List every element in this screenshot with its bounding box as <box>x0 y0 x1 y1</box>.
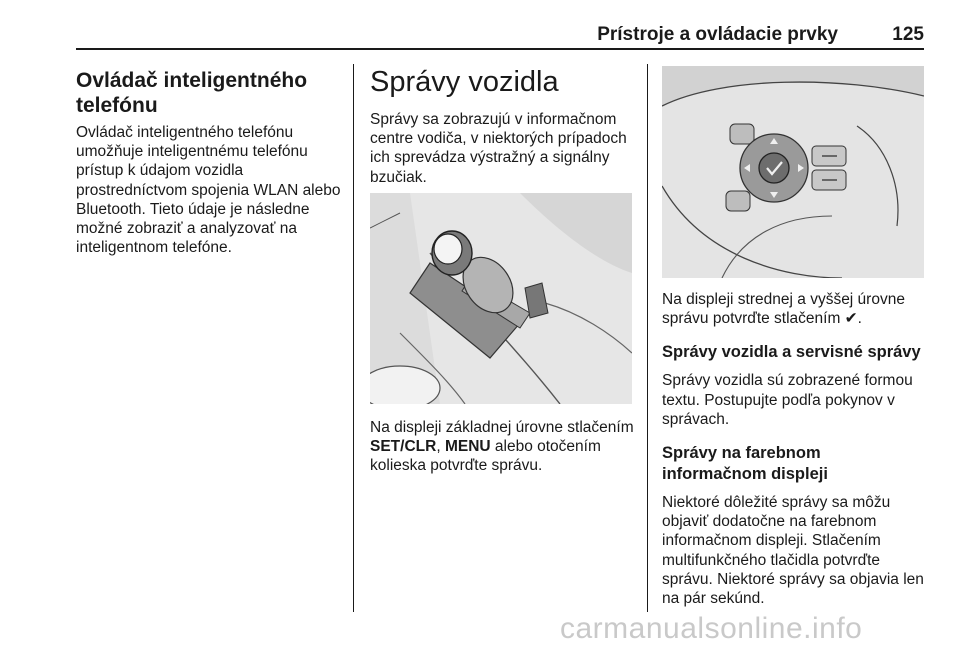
page-header <box>76 20 924 46</box>
header-rule <box>76 48 924 50</box>
right-column <box>662 290 928 608</box>
caption-text-2: , <box>436 438 445 456</box>
chapter-title: Prístroje a ovládacie prvky <box>597 24 838 45</box>
stalk-caption <box>370 418 636 476</box>
column-divider-2 <box>647 64 648 612</box>
caption-text-3: alebo otočením kolieska potvrďte správu. <box>370 438 601 475</box>
smartphone-body: Ovládač inteligentného telefónu umožňuje inteligentnému telefónu prístup k údajom vozidla prostredníctvom spojenia WLAN alebo Bluetooth. Tieto údaje je následne možné zobraziť a analyzovať na inteligentnom telefóne. <box>76 124 341 257</box>
steering-wheel-controls-image <box>662 66 924 278</box>
middle-column <box>370 66 634 187</box>
menu-label: MENU <box>444 438 491 456</box>
section-heading-vehicle-messages: Správy vozidla <box>370 66 559 98</box>
left-column <box>76 68 346 257</box>
page-number: 125 <box>892 24 924 45</box>
color-display-text: Niektoré dôležité správy sa môžu objaviť dodatočne na farebnom informačnom displeji. Stlačením multifunkčného tlačidla potvrďte správu. Niektoré správy sa objavia len na pár sekúnd. <box>662 494 924 608</box>
watermark: carmanualsonline.info <box>560 612 863 645</box>
vehicle-service-text: Správy vozidla sú zobrazené formou textu. Postupujte podľa pokynov v správach. <box>662 372 913 428</box>
stalk-illustration <box>370 193 632 404</box>
turn-signal-stalk-image <box>370 193 632 404</box>
section-heading-smartphone: Ovládač inteligentného telefónu <box>76 69 308 117</box>
column-divider-1 <box>353 64 354 612</box>
subheading-vehicle-service: Správy vozidla a servisné správy <box>662 343 921 362</box>
vehicle-messages-intro: Správy sa zobrazujú v informačnom centre vodiča, v niektorých prípadoch ich sprevádza výstražný a signálny bzučiak. <box>370 111 627 186</box>
subheading-color-display: Správy na farebnom informačnom displeji <box>662 444 828 484</box>
steering-wheel-illustration <box>662 66 924 278</box>
set-clr-label: SET/CLR <box>370 438 437 456</box>
confirm-caption: Na displeji strednej a vyššej úrovne správu potvrďte stlačením ✔. <box>662 291 905 328</box>
caption-text-1: Na displeji základnej úrovne stlačením <box>370 419 634 436</box>
